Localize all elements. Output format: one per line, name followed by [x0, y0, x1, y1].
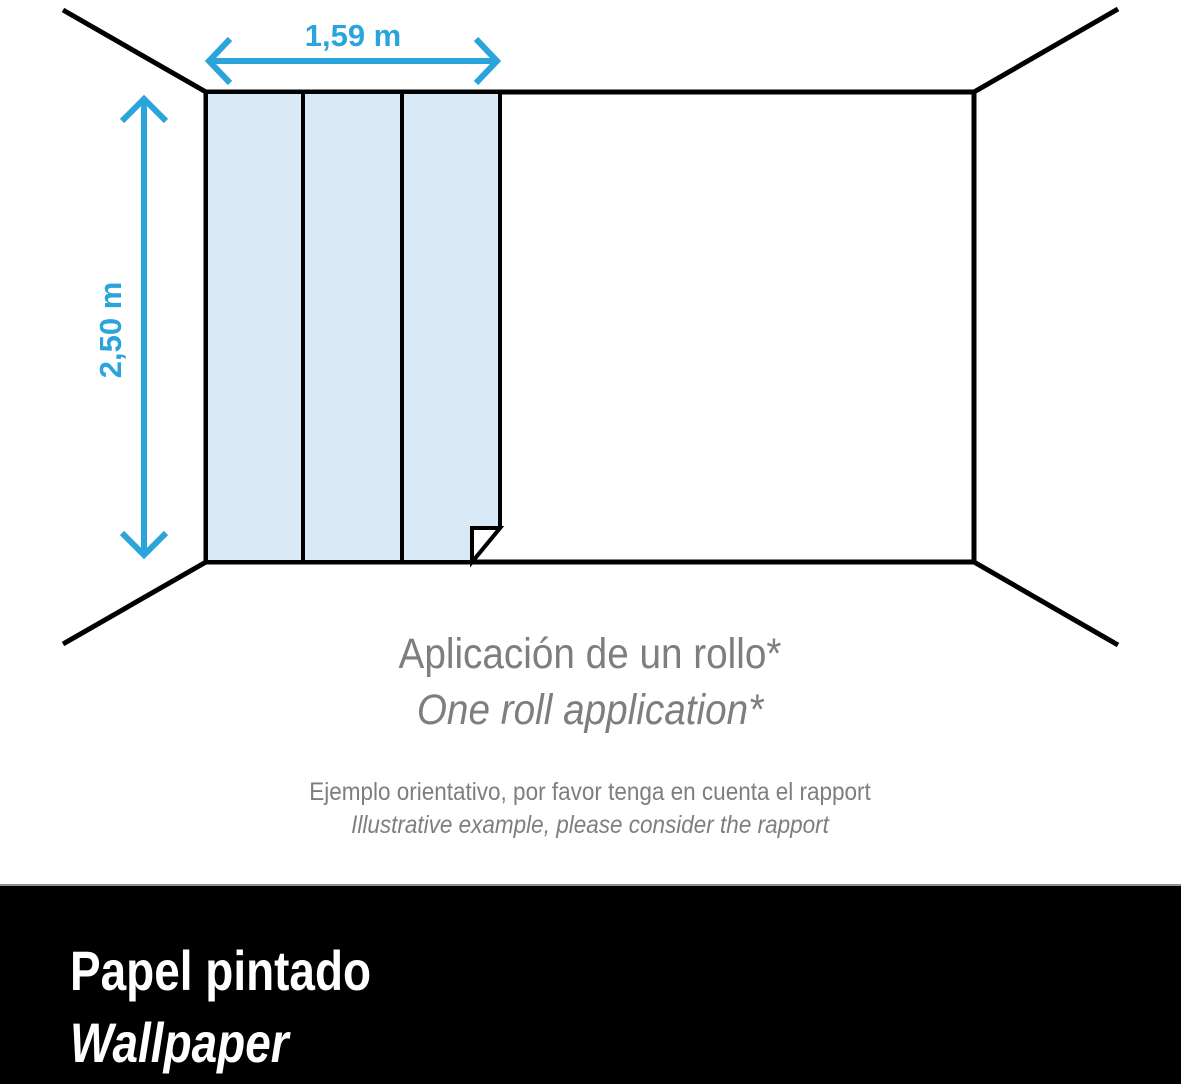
ceiling-edge-left: [63, 10, 206, 92]
wallpaper-strip-3: [402, 92, 500, 562]
wallpaper-strip-1: [206, 92, 303, 562]
footer-bar: [0, 884, 1181, 1084]
wallpaper-strip-2: [303, 92, 402, 562]
caption-note-english: Illustrative example, please consider the rapport: [351, 811, 829, 839]
footer-title-english: Wallpaper: [70, 1011, 289, 1074]
caption-title-spanish: Aplicación de un rollo*: [398, 630, 782, 678]
width-dimension-label: 1,59 m: [304, 18, 402, 53]
ceiling-edge-right: [974, 9, 1118, 92]
footer-title-spanish: Papel pintado: [70, 939, 372, 1002]
floor-edge-left: [63, 562, 206, 644]
caption-note-spanish: Ejemplo orientativo, por favor tenga en cuenta el rapport: [309, 778, 871, 806]
height-dimension-label: 2,50 m: [93, 281, 128, 379]
floor-edge-right: [974, 562, 1118, 645]
caption-title-english: One roll application*: [416, 686, 764, 734]
